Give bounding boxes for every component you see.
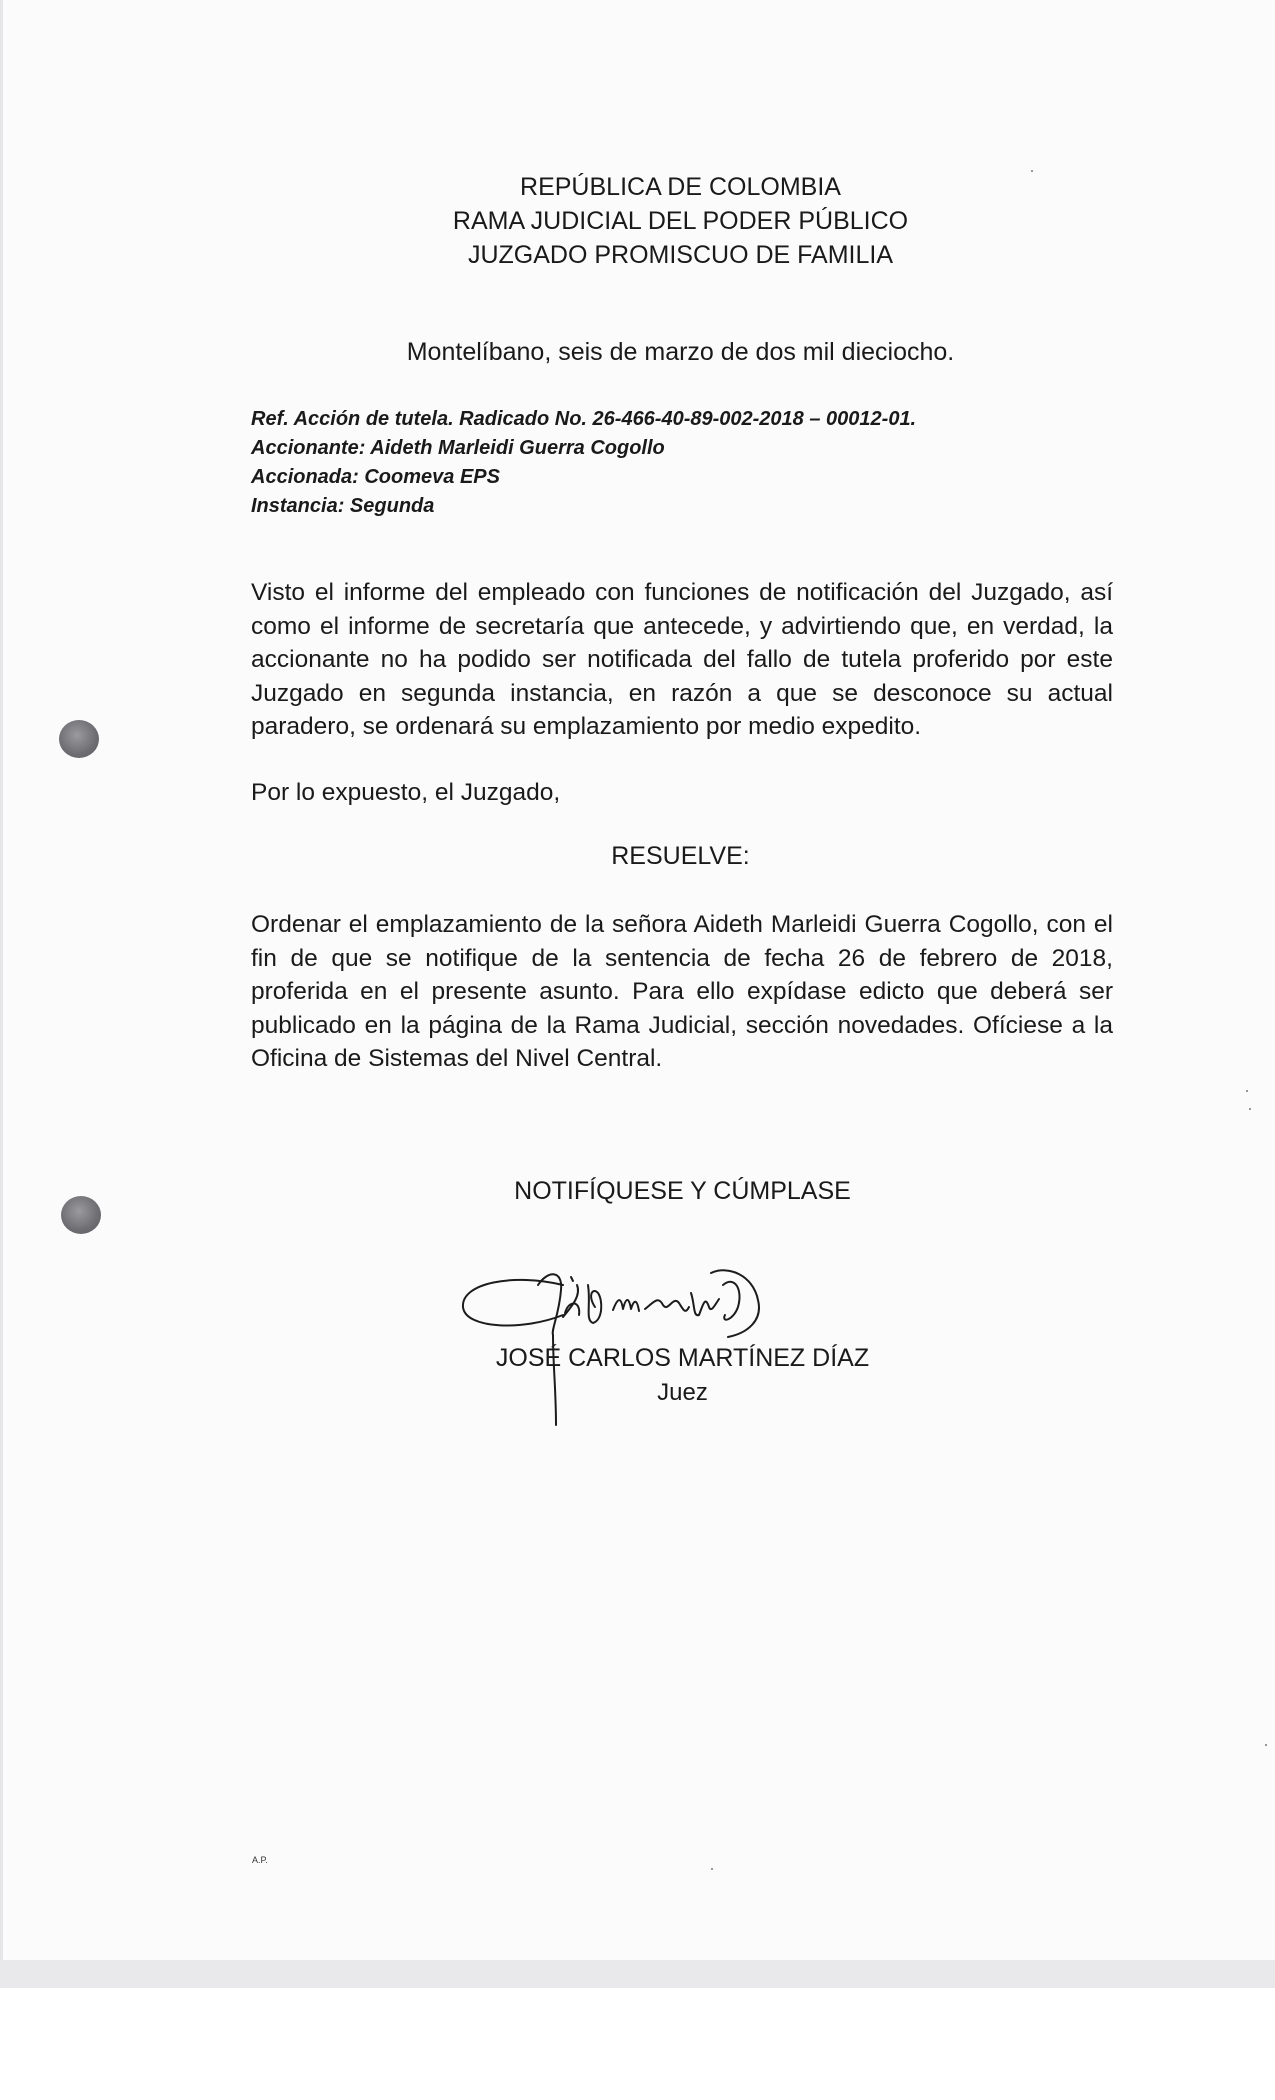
scan-speck [1265, 1744, 1267, 1746]
plaintiff-line: Accionante: Aideth Marleidi Guerra Cogollo [251, 437, 665, 459]
signer-name: JOSÉ CARLOS MARTÍNEZ DÍAZ [495, 1344, 870, 1372]
instance-line: Instancia: Segunda [251, 495, 435, 517]
resolves-heading: RESUELVE: [611, 842, 750, 870]
scan-bottom-edge [0, 1960, 1275, 1988]
body-paragraph-order: Ordenar el emplazamiento de la señora Aideth Marleidi Guerra Cogollo, con el fin de que se notifique de la sentencia de fecha 26 de febrero de 2018, proferida en el presente asunto. Para ello expídase edicto que deberá ser publicado en la página de la Rama Judicial, sección novedades. Ofíciese a la Oficina de Sistemas del Nivel Central. [251, 911, 1113, 1072]
scan-speck [711, 1868, 713, 1870]
letterhead-court: JUZGADO PROMISCUO DE FAMILIA [467, 241, 894, 269]
case-reference: Ref. Acción de tutela. Radicado No. 26-466-40-89-002-2018 – 00012-01. [251, 408, 917, 430]
typist-initials: A.P. [252, 1855, 268, 1865]
defendant-line: Accionada: Coomeva EPS [251, 466, 500, 488]
place-and-date: Montelíbano, seis de marzo de dos mil dieciocho. [406, 338, 955, 366]
case-reference-block [251, 405, 916, 521]
body-paragraph-transition: Por lo expuesto, el Juzgado, [251, 779, 561, 806]
body-paragraph-considerations: Visto el informe del empleado con funciones de notificación del Juzgado, así como el informe de secretaría que antecede, y advirtiendo que, en verdad, la accionante no ha podido ser notificada del fallo de tutela proferido por este Juzgado en segunda instancia, en razón a que se desconoce su actual paradero, se ordenará su emplazamiento por medio expedito. [251, 579, 1113, 740]
letterhead-branch: RAMA JUDICIAL DEL PODER PÚBLICO [452, 207, 909, 235]
punch-hole-bottom [61, 1196, 101, 1234]
scan-speck [1031, 170, 1033, 172]
letterhead [3, 170, 1275, 272]
scan-speck [1249, 1108, 1251, 1110]
letterhead-country: REPÚBLICA DE COLOMBIA [520, 173, 841, 201]
punch-hole-top [59, 720, 99, 758]
closing-formula: NOTIFÍQUESE Y CÚMPLASE [514, 1177, 851, 1205]
signer-title: Juez [657, 1379, 708, 1406]
scan-speck [1246, 1090, 1248, 1092]
scan-margin [0, 1988, 1275, 2100]
